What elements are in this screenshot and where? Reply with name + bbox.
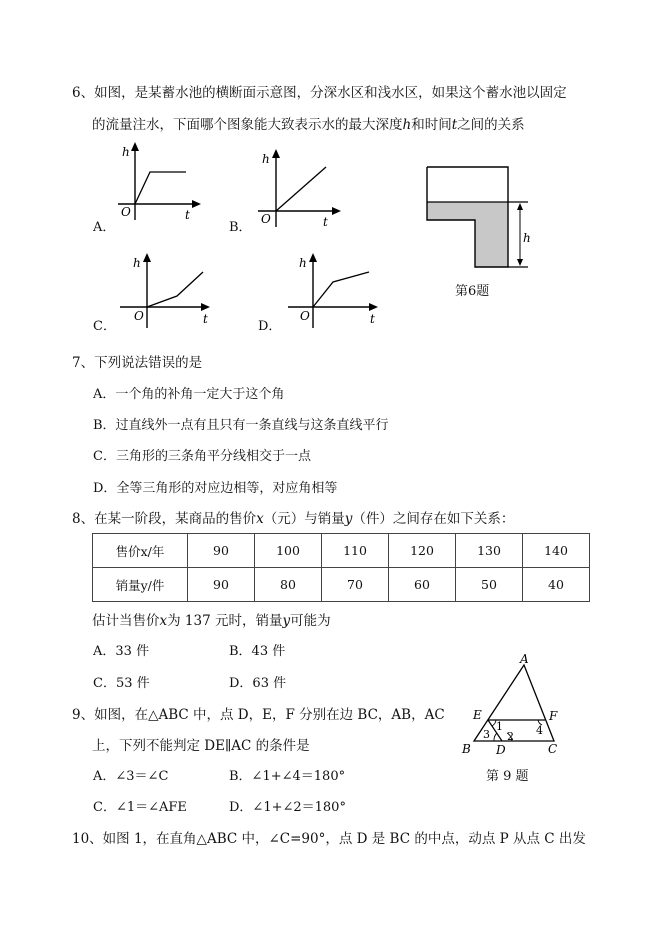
q7-option-c[interactable]: C．三角形的三条角平分线相交于一点 [93,449,311,464]
table-cell: 90 [188,568,255,602]
q9-option-c[interactable]: C．∠1＝∠AFE [93,800,187,815]
svg-text:A: A [520,652,529,666]
q7-option-d[interactable]: D．全等三角形的对应边相等，对应角相等 [93,481,338,496]
table-cell: 90 [188,534,255,568]
svg-text:O: O [300,309,310,323]
svg-text:B: B [462,742,471,756]
svg-text:h: h [133,256,141,270]
svg-text:h: h [262,152,270,166]
svg-text:h: h [299,256,307,270]
q8-option-c[interactable]: C．53 件 [93,676,150,691]
q6-graph-c [115,250,215,330]
q7-option-a[interactable]: A．一个角的补角一定大于这个角 [93,387,285,402]
q8-option-a[interactable]: A．33 件 [93,644,150,659]
table-cell: 130 [456,534,523,568]
svg-text:F: F [549,709,558,723]
svg-text:O: O [134,309,144,323]
table-cell: 60 [389,568,456,602]
svg-text:t: t [185,208,190,222]
table-row-label: 售价x/年 [93,534,188,568]
q9-stem-line1: 9、如图，在△ABC 中，点 D，E，F 分别在边 BC，AB，AC [72,707,445,723]
table-cell: 50 [456,568,523,602]
svg-text:4: 4 [536,724,543,737]
svg-text:C: C [548,742,558,756]
q6-stem-line2: 的流量注水，下面哪个图象能大致表示水的最大深度h和时间t之间的关系 [92,117,525,133]
q8-question: 估计当售价x为 137 元时，销量y可能为 [92,613,331,629]
q8-option-b[interactable]: B．43 件 [229,644,286,659]
q6-option-d[interactable]: D． [258,319,282,334]
q6-stem-line1: 6、如图，是某蓄水池的横断面示意图，分深水区和浅水区，如果这个蓄水池以固定 [72,85,567,101]
q9-option-b[interactable]: B．∠1+∠4＝180° [229,769,346,784]
table-cell: 40 [523,568,590,602]
q7-stem: 7、下列说法错误的是 [72,355,203,371]
table-cell: 100 [255,534,322,568]
q6-figure-caption: 第6题 [455,284,490,299]
q6-graph-d [283,250,383,330]
svg-text:O: O [121,205,131,219]
q9-triangle-figure [458,652,568,760]
q9-option-a[interactable]: A．∠3＝∠C [93,769,169,784]
q6-graph-b [250,147,345,230]
q6-option-a[interactable]: A． [93,220,116,235]
q8-stem: 8、在某一阶段，某商品的售价x（元）与销量y（件）之间存在如下关系： [72,511,515,527]
svg-text:3: 3 [483,728,490,741]
svg-text:O: O [261,212,271,226]
svg-text:E: E [473,708,482,722]
svg-text:t: t [370,312,375,326]
table-cell: 120 [389,534,456,568]
table-cell: 140 [523,534,590,568]
q9-option-d[interactable]: D．∠1+∠2＝180° [229,800,346,815]
svg-text:D: D [496,743,506,757]
q9-figure-caption: 第 9 题 [486,769,529,784]
q7-option-b[interactable]: B．过直线外一点有且只有一条直线与这条直线平行 [93,418,389,433]
q6-pool-figure [420,162,540,274]
svg-text:t: t [203,312,208,326]
q6-graph-a [110,140,205,225]
table-cell: 80 [255,568,322,602]
table-row-label: 销量y/件 [93,568,188,602]
table-row [93,534,590,568]
svg-text:h: h [122,145,130,159]
q9-stem-line2: 上，下列不能判定 DE∥AC 的条件是 [92,738,310,754]
q10-stem: 10、如图 1，在直角△ABC 中，∠C=90°，点 D 是 BC 的中点，动点 P 从点 C 出发 [72,831,586,847]
svg-text:t: t [323,215,328,229]
svg-text:h: h [523,231,531,245]
q8-table [92,533,590,602]
table-cell: 110 [322,534,389,568]
q8-option-d[interactable]: D．63 件 [229,676,287,691]
q6-option-b[interactable]: B． [229,220,252,235]
svg-text:1: 1 [496,720,503,733]
table-cell: 70 [322,568,389,602]
table-row [93,568,590,602]
q6-option-c[interactable]: C． [93,319,116,334]
svg-text:2: 2 [507,730,514,743]
